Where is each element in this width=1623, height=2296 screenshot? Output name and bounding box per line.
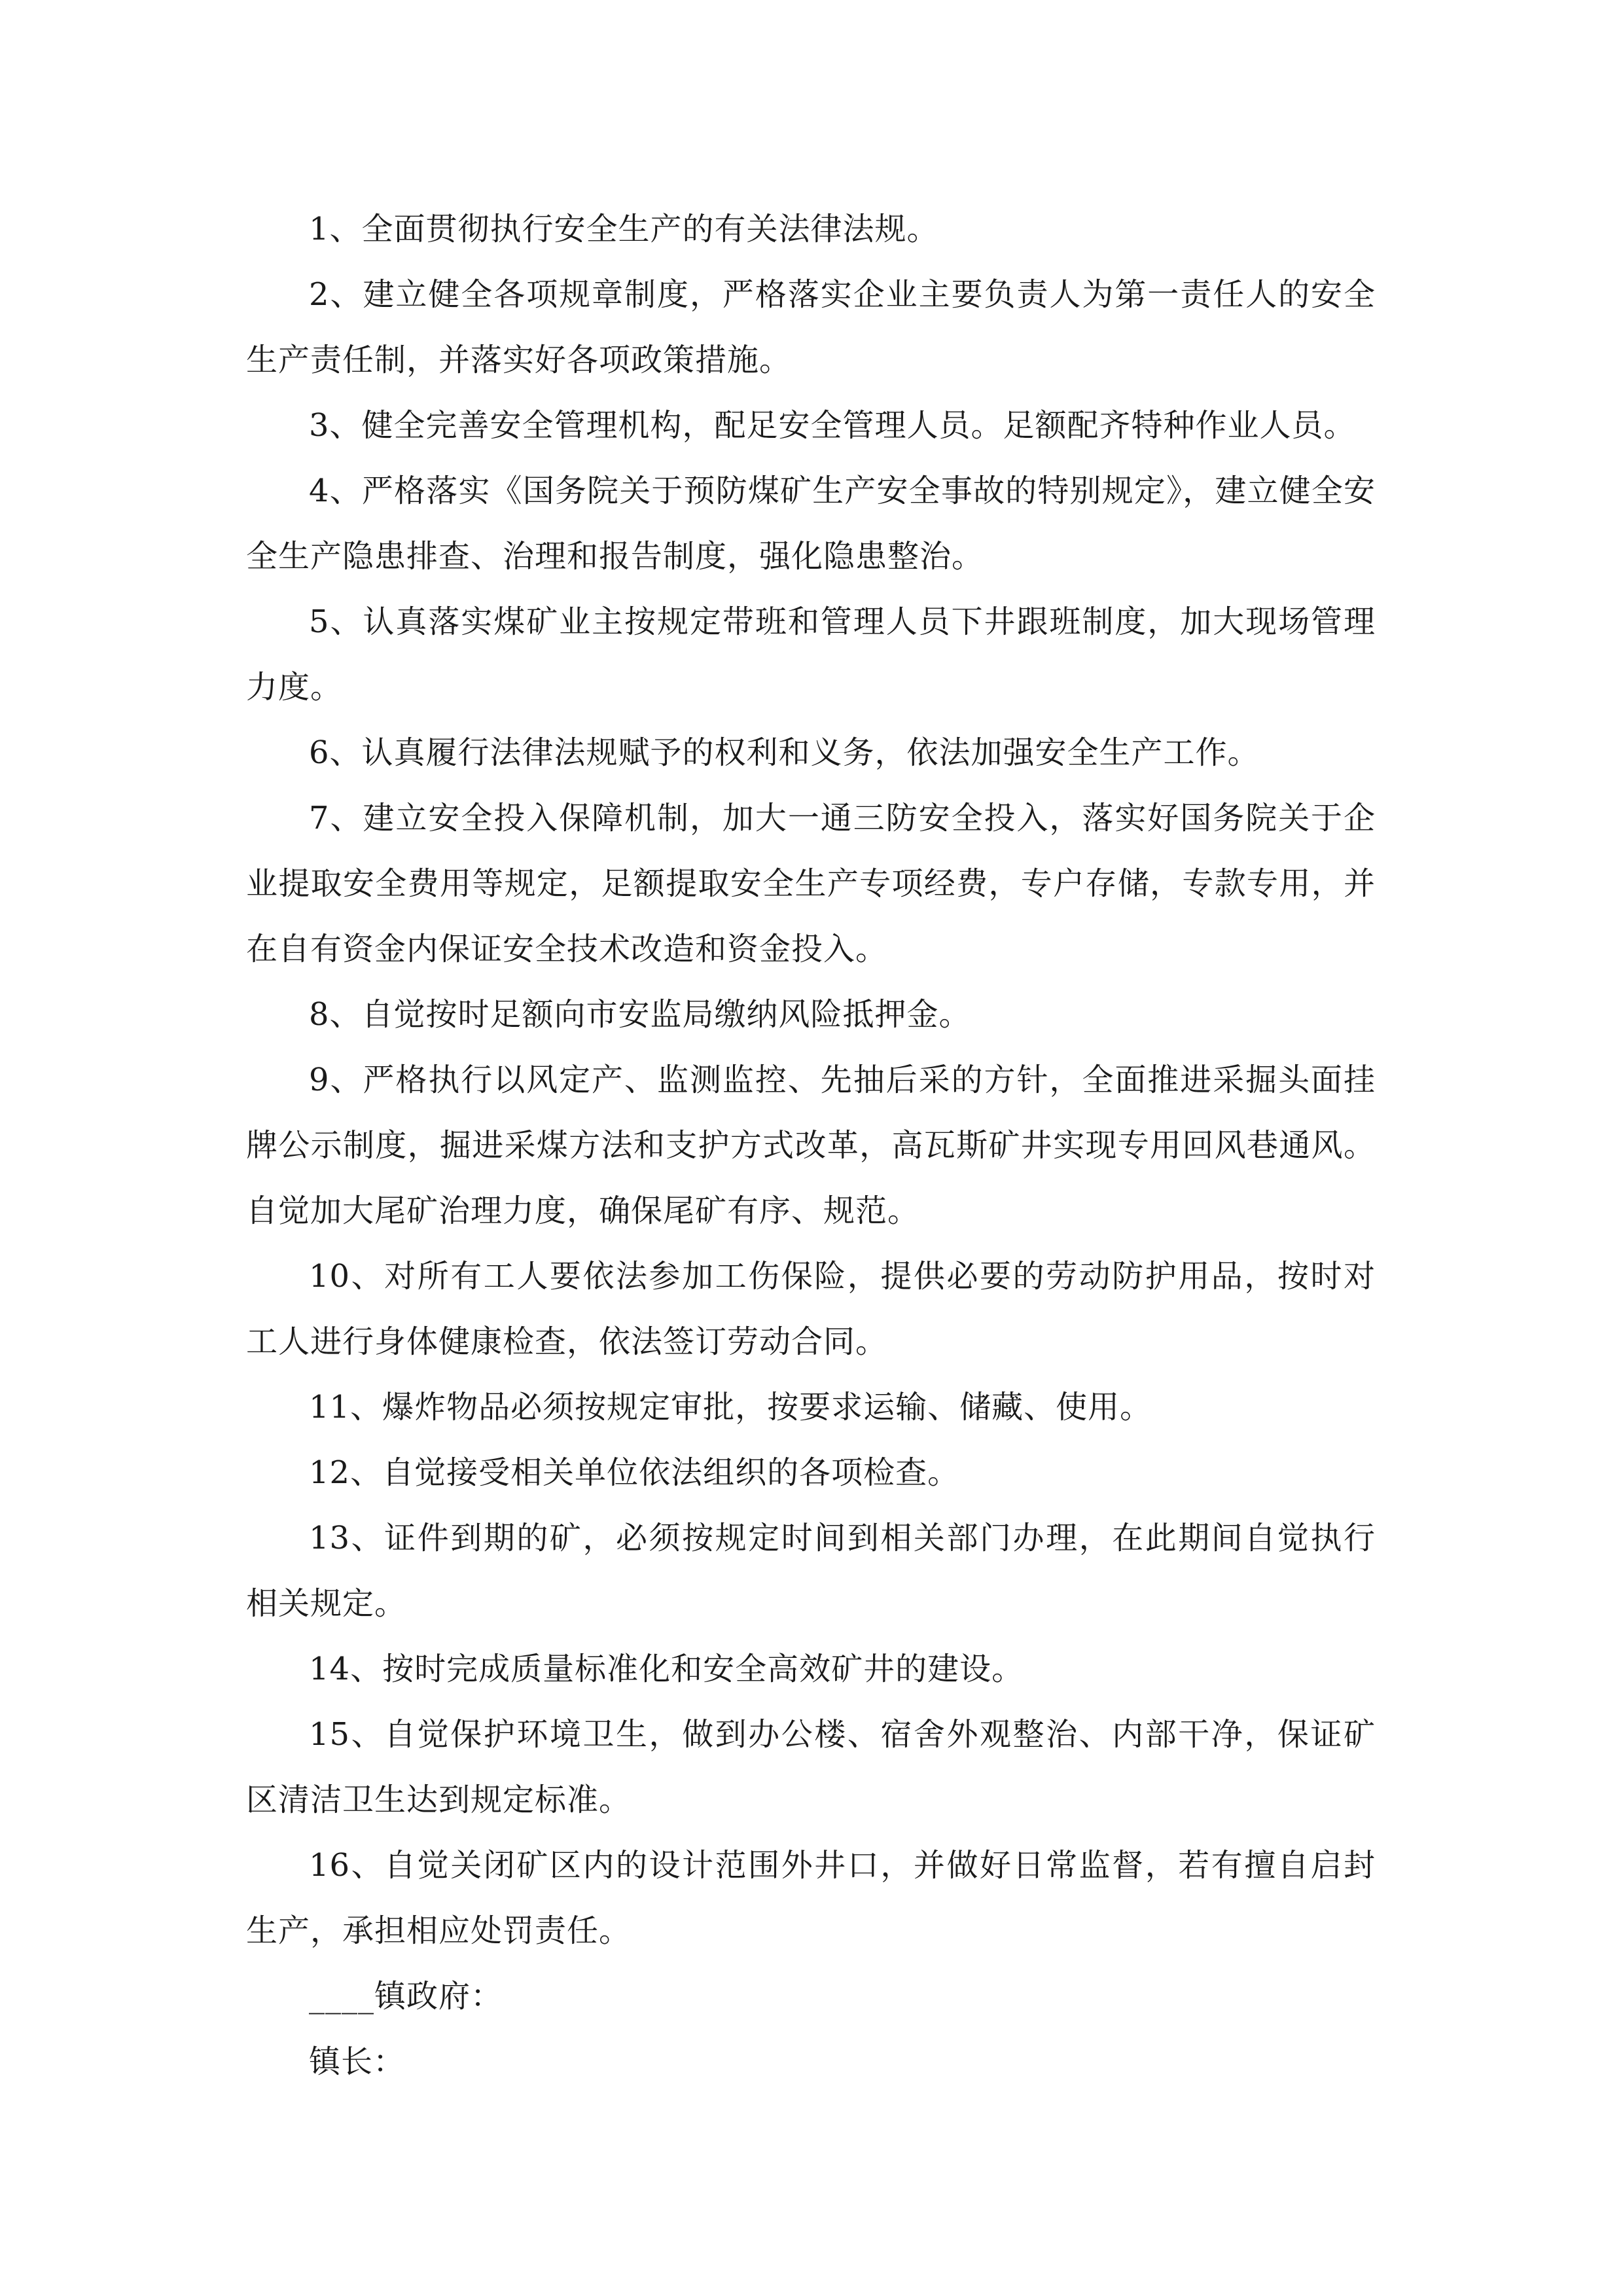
clause-1: 1、全面贯彻执行安全生产的有关法律法规。: [309, 211, 939, 247]
clause-4: 4、严格落实《国务院关于预防煤矿生产安全事故的特别规定》，建立健全安全生产隐患排查、治理和报告制度，强化隐患整治。: [246, 473, 1376, 575]
clause-2: 2、建立健全各项规章制度，严格落实企业主要负责人为第一责任人的安全生产责任制，并落实好各项政策措施。: [246, 276, 1376, 378]
signature-government: ____镇政府：: [309, 1978, 503, 2015]
clause-14: 14、按时完成质量标准化和安全高效矿井的建设。: [309, 1651, 1024, 1687]
clause-3: 3、健全完善安全管理机构，配足安全管理人员。足额配齐特种作业人员。: [309, 407, 1356, 444]
clause-7: 7、建立安全投入保障机制，加大一通三防安全投入，落实好国务院关于企业提取安全费用等规定，足额提取安全生产专项经费，专户存储，专款专用，并在自有资金内保证安全技术改造和资金投入。: [246, 800, 1376, 967]
clause-12: 12、自觉接受相关单位依法组织的各项检查。: [309, 1454, 960, 1491]
clause-11: 11、爆炸物品必须按规定审批，按要求运输、储藏、使用。: [309, 1389, 1152, 1426]
signature-mayor: 镇长：: [309, 2043, 406, 2080]
clause-10: 10、对所有工人要依法参加工伤保险，提供必要的劳动防护用品，按时对工人进行身体健康检查，依法签订劳动合同。: [246, 1258, 1376, 1360]
clause-8: 8、自觉按时足额向市安监局缴纳风险抵押金。: [309, 996, 971, 1033]
document-body: [246, 196, 1376, 2094]
clause-13: 13、证件到期的矿，必须按规定时间到相关部门办理，在此期间自觉执行相关规定。: [246, 1520, 1376, 1622]
clause-6: 6、认真履行法律法规赋予的权利和义务，依法加强安全生产工作。: [309, 734, 1260, 771]
clause-5: 5、认真落实煤矿业主按规定带班和管理人员下井跟班制度，加大现场管理力度。: [246, 603, 1376, 706]
clause-9: 9、严格执行以风定产、监测监控、先抽后采的方针，全面推进采掘头面挂牌公示制度，掘进采煤方法和支护方式改革，高瓦斯矿井实现专用回风巷通风。自觉加大尾矿治理力度，确保尾矿有序、规范。: [246, 1062, 1376, 1229]
clause-16: 16、自觉关闭矿区内的设计范围外井口，并做好日常监督，若有擅自启封生产，承担相应处罚责任。: [246, 1847, 1376, 1949]
clause-15: 15、自觉保护环境卫生，做到办公楼、宿舍外观整治、内部干净，保证矿区清洁卫生达到规定标准。: [246, 1716, 1376, 1818]
